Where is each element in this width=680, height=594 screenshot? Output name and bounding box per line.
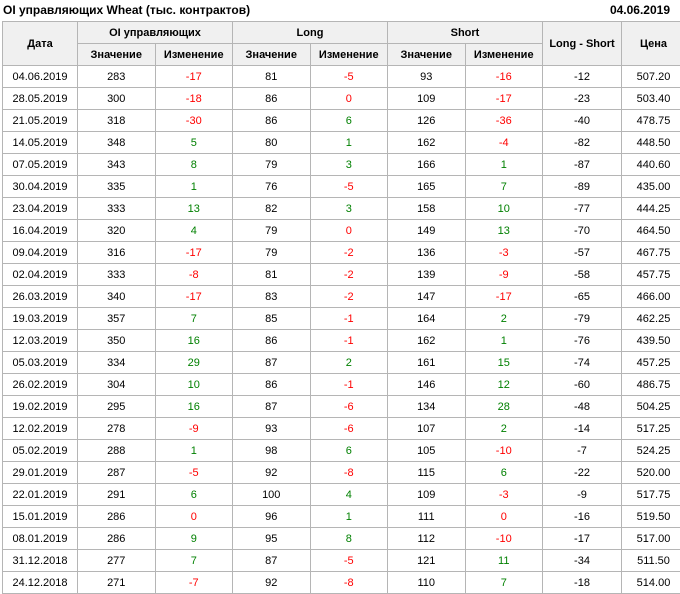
- cell-date: 16.04.2019: [3, 220, 78, 242]
- table-row: [3, 462, 680, 484]
- cell-date: 09.04.2019: [3, 242, 78, 264]
- cell-short-value: 164: [388, 308, 466, 330]
- subheader-long-value: Значение: [233, 44, 311, 66]
- cell-oi-change: -5: [155, 462, 233, 484]
- cell-oi-change: -8: [155, 264, 233, 286]
- cell-short-value: 93: [388, 66, 466, 88]
- cell-short-change: -3: [465, 484, 543, 506]
- cell-price: 462.25: [622, 308, 680, 330]
- cell-oi-value: 283: [78, 66, 156, 88]
- subheader-long-change: Изменение: [310, 44, 388, 66]
- table-row: [3, 440, 680, 462]
- cell-long-short: -58: [543, 264, 622, 286]
- cell-long-short: -60: [543, 374, 622, 396]
- cell-long-change: -6: [310, 418, 388, 440]
- cell-date: 21.05.2019: [3, 110, 78, 132]
- report-date: 04.06.2019: [610, 3, 672, 17]
- cell-short-change: -17: [465, 88, 543, 110]
- cell-date: 12.03.2019: [3, 330, 78, 352]
- cell-long-change: 0: [310, 88, 388, 110]
- cell-oi-value: 291: [78, 484, 156, 506]
- cell-long-change: -2: [310, 286, 388, 308]
- cell-oi-change: 13: [155, 198, 233, 220]
- cell-date: 14.05.2019: [3, 132, 78, 154]
- cell-oi-change: 10: [155, 374, 233, 396]
- cell-oi-change: -30: [155, 110, 233, 132]
- cell-long-value: 87: [233, 352, 311, 374]
- page-title: OI управляющих Wheat (тыс. контрактов): [3, 3, 250, 17]
- column-group-oi: OI управляющих: [78, 22, 233, 44]
- cell-oi-value: 350: [78, 330, 156, 352]
- cell-date: 22.01.2019: [3, 484, 78, 506]
- cell-long-short: -79: [543, 308, 622, 330]
- cell-date: 19.03.2019: [3, 308, 78, 330]
- cell-short-change: 6: [465, 462, 543, 484]
- cell-short-change: -4: [465, 132, 543, 154]
- cell-long-value: 92: [233, 462, 311, 484]
- cell-short-change: 28: [465, 396, 543, 418]
- table-row: [3, 374, 680, 396]
- cell-oi-change: -17: [155, 242, 233, 264]
- cell-date: 23.04.2019: [3, 198, 78, 220]
- cell-long-change: -8: [310, 572, 388, 594]
- cell-long-short: -65: [543, 286, 622, 308]
- cell-long-value: 79: [233, 154, 311, 176]
- cell-long-short: -40: [543, 110, 622, 132]
- table-row: [3, 220, 680, 242]
- cell-oi-value: 335: [78, 176, 156, 198]
- cell-long-value: 81: [233, 66, 311, 88]
- cell-long-short: -74: [543, 352, 622, 374]
- cell-oi-value: 300: [78, 88, 156, 110]
- cell-oi-value: 304: [78, 374, 156, 396]
- cell-price: 457.25: [622, 352, 680, 374]
- cell-price: 464.50: [622, 220, 680, 242]
- cell-short-value: 149: [388, 220, 466, 242]
- cell-long-value: 79: [233, 242, 311, 264]
- table-row: [3, 132, 680, 154]
- cell-oi-value: 295: [78, 396, 156, 418]
- cell-short-value: 162: [388, 132, 466, 154]
- cell-long-value: 82: [233, 198, 311, 220]
- cell-price: 517.00: [622, 528, 680, 550]
- cell-long-value: 98: [233, 440, 311, 462]
- cell-oi-change: 8: [155, 154, 233, 176]
- cell-date: 12.02.2019: [3, 418, 78, 440]
- cell-long-change: 1: [310, 132, 388, 154]
- cell-long-change: -5: [310, 550, 388, 572]
- cell-price: 439.50: [622, 330, 680, 352]
- cell-date: 02.04.2019: [3, 264, 78, 286]
- cell-oi-value: 348: [78, 132, 156, 154]
- cell-oi-change: 5: [155, 132, 233, 154]
- cell-long-value: 85: [233, 308, 311, 330]
- cell-oi-value: 277: [78, 550, 156, 572]
- cell-long-short: -34: [543, 550, 622, 572]
- cell-oi-value: 343: [78, 154, 156, 176]
- cell-oi-value: 271: [78, 572, 156, 594]
- cell-oi-change: 29: [155, 352, 233, 374]
- column-header-price: Цена: [622, 22, 680, 66]
- cell-short-change: 11: [465, 550, 543, 572]
- cell-long-value: 92: [233, 572, 311, 594]
- cell-long-value: 93: [233, 418, 311, 440]
- cell-long-short: -12: [543, 66, 622, 88]
- cell-long-value: 83: [233, 286, 311, 308]
- cell-oi-value: 316: [78, 242, 156, 264]
- cell-long-short: -7: [543, 440, 622, 462]
- cell-long-change: -5: [310, 176, 388, 198]
- cell-oi-change: 16: [155, 330, 233, 352]
- cell-short-change: 7: [465, 572, 543, 594]
- cell-price: 467.75: [622, 242, 680, 264]
- cell-short-change: 2: [465, 308, 543, 330]
- table-row: [3, 154, 680, 176]
- cell-long-change: -2: [310, 242, 388, 264]
- cell-long-short: -48: [543, 396, 622, 418]
- table-row: [3, 176, 680, 198]
- cell-short-value: 161: [388, 352, 466, 374]
- cell-short-change: 2: [465, 418, 543, 440]
- cell-long-value: 86: [233, 374, 311, 396]
- table-row: [3, 264, 680, 286]
- cell-long-value: 87: [233, 396, 311, 418]
- table-row: [3, 330, 680, 352]
- cell-date: 05.03.2019: [3, 352, 78, 374]
- cell-short-value: 146: [388, 374, 466, 396]
- table-row: [3, 286, 680, 308]
- cell-oi-change: -17: [155, 66, 233, 88]
- cell-oi-change: -18: [155, 88, 233, 110]
- cell-oi-value: 333: [78, 264, 156, 286]
- cell-long-change: 1: [310, 506, 388, 528]
- cell-oi-change: -17: [155, 286, 233, 308]
- cell-short-change: 12: [465, 374, 543, 396]
- cell-short-value: 105: [388, 440, 466, 462]
- cell-short-value: 166: [388, 154, 466, 176]
- cell-long-change: 4: [310, 484, 388, 506]
- table-row: [3, 528, 680, 550]
- cell-short-value: 121: [388, 550, 466, 572]
- cell-long-value: 86: [233, 88, 311, 110]
- cell-short-value: 111: [388, 506, 466, 528]
- cell-long-change: 3: [310, 154, 388, 176]
- cell-long-value: 79: [233, 220, 311, 242]
- cell-short-change: 1: [465, 330, 543, 352]
- cell-date: 07.05.2019: [3, 154, 78, 176]
- cell-short-value: 162: [388, 330, 466, 352]
- cell-long-value: 95: [233, 528, 311, 550]
- cell-price: 507.20: [622, 66, 680, 88]
- table-row: [3, 352, 680, 374]
- cell-price: 440.60: [622, 154, 680, 176]
- cell-long-short: -17: [543, 528, 622, 550]
- cell-oi-value: 334: [78, 352, 156, 374]
- cell-oi-value: 287: [78, 462, 156, 484]
- cell-oi-change: 7: [155, 550, 233, 572]
- cell-short-value: 109: [388, 88, 466, 110]
- cell-long-change: -5: [310, 66, 388, 88]
- cell-long-value: 87: [233, 550, 311, 572]
- cell-oi-change: 7: [155, 308, 233, 330]
- cell-date: 19.02.2019: [3, 396, 78, 418]
- table-row: [3, 110, 680, 132]
- cell-long-value: 100: [233, 484, 311, 506]
- cell-long-change: -1: [310, 308, 388, 330]
- group-header-row: [3, 22, 680, 44]
- cell-oi-change: 1: [155, 440, 233, 462]
- cell-price: 517.75: [622, 484, 680, 506]
- cell-short-change: -10: [465, 528, 543, 550]
- cell-price: 504.25: [622, 396, 680, 418]
- cell-price: 514.00: [622, 572, 680, 594]
- subheader-short-value: Значение: [388, 44, 466, 66]
- table-row: [3, 198, 680, 220]
- subheader-oi-change: Изменение: [155, 44, 233, 66]
- cell-long-short: -76: [543, 330, 622, 352]
- cell-short-value: 134: [388, 396, 466, 418]
- cell-short-change: 1: [465, 154, 543, 176]
- table-row: [3, 418, 680, 440]
- cell-price: 524.25: [622, 440, 680, 462]
- cell-short-value: 109: [388, 484, 466, 506]
- cell-long-change: 8: [310, 528, 388, 550]
- cell-price: 511.50: [622, 550, 680, 572]
- cell-long-short: -16: [543, 506, 622, 528]
- cell-price: 520.00: [622, 462, 680, 484]
- cell-long-value: 86: [233, 330, 311, 352]
- cell-oi-change: 9: [155, 528, 233, 550]
- table-head: [3, 22, 680, 66]
- cell-date: 30.04.2019: [3, 176, 78, 198]
- cell-long-change: -6: [310, 396, 388, 418]
- cell-long-short: -14: [543, 418, 622, 440]
- cell-date: 28.05.2019: [3, 88, 78, 110]
- cell-oi-change: -7: [155, 572, 233, 594]
- cell-long-change: -8: [310, 462, 388, 484]
- table-row: [3, 308, 680, 330]
- table-row: [3, 88, 680, 110]
- cell-long-change: -1: [310, 330, 388, 352]
- cell-short-value: 115: [388, 462, 466, 484]
- cell-short-change: -16: [465, 66, 543, 88]
- cell-date: 26.03.2019: [3, 286, 78, 308]
- cell-short-value: 147: [388, 286, 466, 308]
- cell-oi-value: 288: [78, 440, 156, 462]
- cell-oi-value: 318: [78, 110, 156, 132]
- cell-oi-value: 340: [78, 286, 156, 308]
- cell-long-value: 80: [233, 132, 311, 154]
- cell-long-short: -70: [543, 220, 622, 242]
- column-header-long-short: Long - Short: [543, 22, 622, 66]
- cell-long-short: -82: [543, 132, 622, 154]
- cell-long-short: -18: [543, 572, 622, 594]
- cell-long-short: -57: [543, 242, 622, 264]
- cell-short-change: -3: [465, 242, 543, 264]
- cell-oi-value: 286: [78, 506, 156, 528]
- cell-short-change: 15: [465, 352, 543, 374]
- cell-short-value: 139: [388, 264, 466, 286]
- cell-long-change: 3: [310, 198, 388, 220]
- cell-long-value: 76: [233, 176, 311, 198]
- cell-date: 24.12.2018: [3, 572, 78, 594]
- cell-price: 519.50: [622, 506, 680, 528]
- cell-oi-value: 278: [78, 418, 156, 440]
- cell-oi-change: 0: [155, 506, 233, 528]
- table-row: [3, 66, 680, 88]
- cell-long-change: -1: [310, 374, 388, 396]
- cell-date: 29.01.2019: [3, 462, 78, 484]
- cell-price: 448.50: [622, 132, 680, 154]
- cell-long-short: -23: [543, 88, 622, 110]
- cell-long-short: -9: [543, 484, 622, 506]
- cell-oi-value: 357: [78, 308, 156, 330]
- cell-oi-value: 286: [78, 528, 156, 550]
- cell-long-change: 0: [310, 220, 388, 242]
- column-group-short: Short: [388, 22, 543, 44]
- cell-oi-change: 1: [155, 176, 233, 198]
- cell-long-value: 96: [233, 506, 311, 528]
- cell-short-change: -36: [465, 110, 543, 132]
- cell-date: 05.02.2019: [3, 440, 78, 462]
- cell-short-change: -17: [465, 286, 543, 308]
- report-header: [0, 0, 680, 21]
- cell-long-change: 6: [310, 110, 388, 132]
- cell-short-change: -10: [465, 440, 543, 462]
- cell-date: 04.06.2019: [3, 66, 78, 88]
- cell-oi-change: 6: [155, 484, 233, 506]
- cell-oi-value: 333: [78, 198, 156, 220]
- cell-long-short: -22: [543, 462, 622, 484]
- cell-price: 435.00: [622, 176, 680, 198]
- column-group-long: Long: [233, 22, 388, 44]
- oi-data-table: [2, 21, 680, 594]
- cell-short-value: 158: [388, 198, 466, 220]
- cell-short-change: 13: [465, 220, 543, 242]
- table-body: [3, 66, 680, 594]
- cell-price: 457.75: [622, 264, 680, 286]
- cell-oi-change: -9: [155, 418, 233, 440]
- cell-short-change: 0: [465, 506, 543, 528]
- table-row: [3, 396, 680, 418]
- cell-short-change: -9: [465, 264, 543, 286]
- cell-oi-change: 4: [155, 220, 233, 242]
- cell-price: 444.25: [622, 198, 680, 220]
- cell-short-change: 7: [465, 176, 543, 198]
- column-header-date: Дата: [3, 22, 78, 66]
- subheader-oi-value: Значение: [78, 44, 156, 66]
- cell-long-short: -87: [543, 154, 622, 176]
- cell-long-short: -89: [543, 176, 622, 198]
- cell-short-value: 126: [388, 110, 466, 132]
- cell-oi-value: 320: [78, 220, 156, 242]
- table-row: [3, 572, 680, 594]
- cell-oi-change: 16: [155, 396, 233, 418]
- cell-long-short: -77: [543, 198, 622, 220]
- cell-date: 15.01.2019: [3, 506, 78, 528]
- cell-date: 26.02.2019: [3, 374, 78, 396]
- cell-price: 517.25: [622, 418, 680, 440]
- table-row: [3, 550, 680, 572]
- cell-price: 478.75: [622, 110, 680, 132]
- cell-long-change: 2: [310, 352, 388, 374]
- table-row: [3, 484, 680, 506]
- cell-long-change: 6: [310, 440, 388, 462]
- cell-price: 503.40: [622, 88, 680, 110]
- cell-short-value: 107: [388, 418, 466, 440]
- cell-short-value: 110: [388, 572, 466, 594]
- cell-short-value: 112: [388, 528, 466, 550]
- table-row: [3, 506, 680, 528]
- cell-short-value: 136: [388, 242, 466, 264]
- table-row: [3, 242, 680, 264]
- cell-price: 466.00: [622, 286, 680, 308]
- cell-long-change: -2: [310, 264, 388, 286]
- cell-price: 486.75: [622, 374, 680, 396]
- subheader-short-change: Изменение: [465, 44, 543, 66]
- cell-short-change: 10: [465, 198, 543, 220]
- cell-date: 31.12.2018: [3, 550, 78, 572]
- cell-short-value: 165: [388, 176, 466, 198]
- cell-long-value: 81: [233, 264, 311, 286]
- cell-date: 08.01.2019: [3, 528, 78, 550]
- cell-long-value: 86: [233, 110, 311, 132]
